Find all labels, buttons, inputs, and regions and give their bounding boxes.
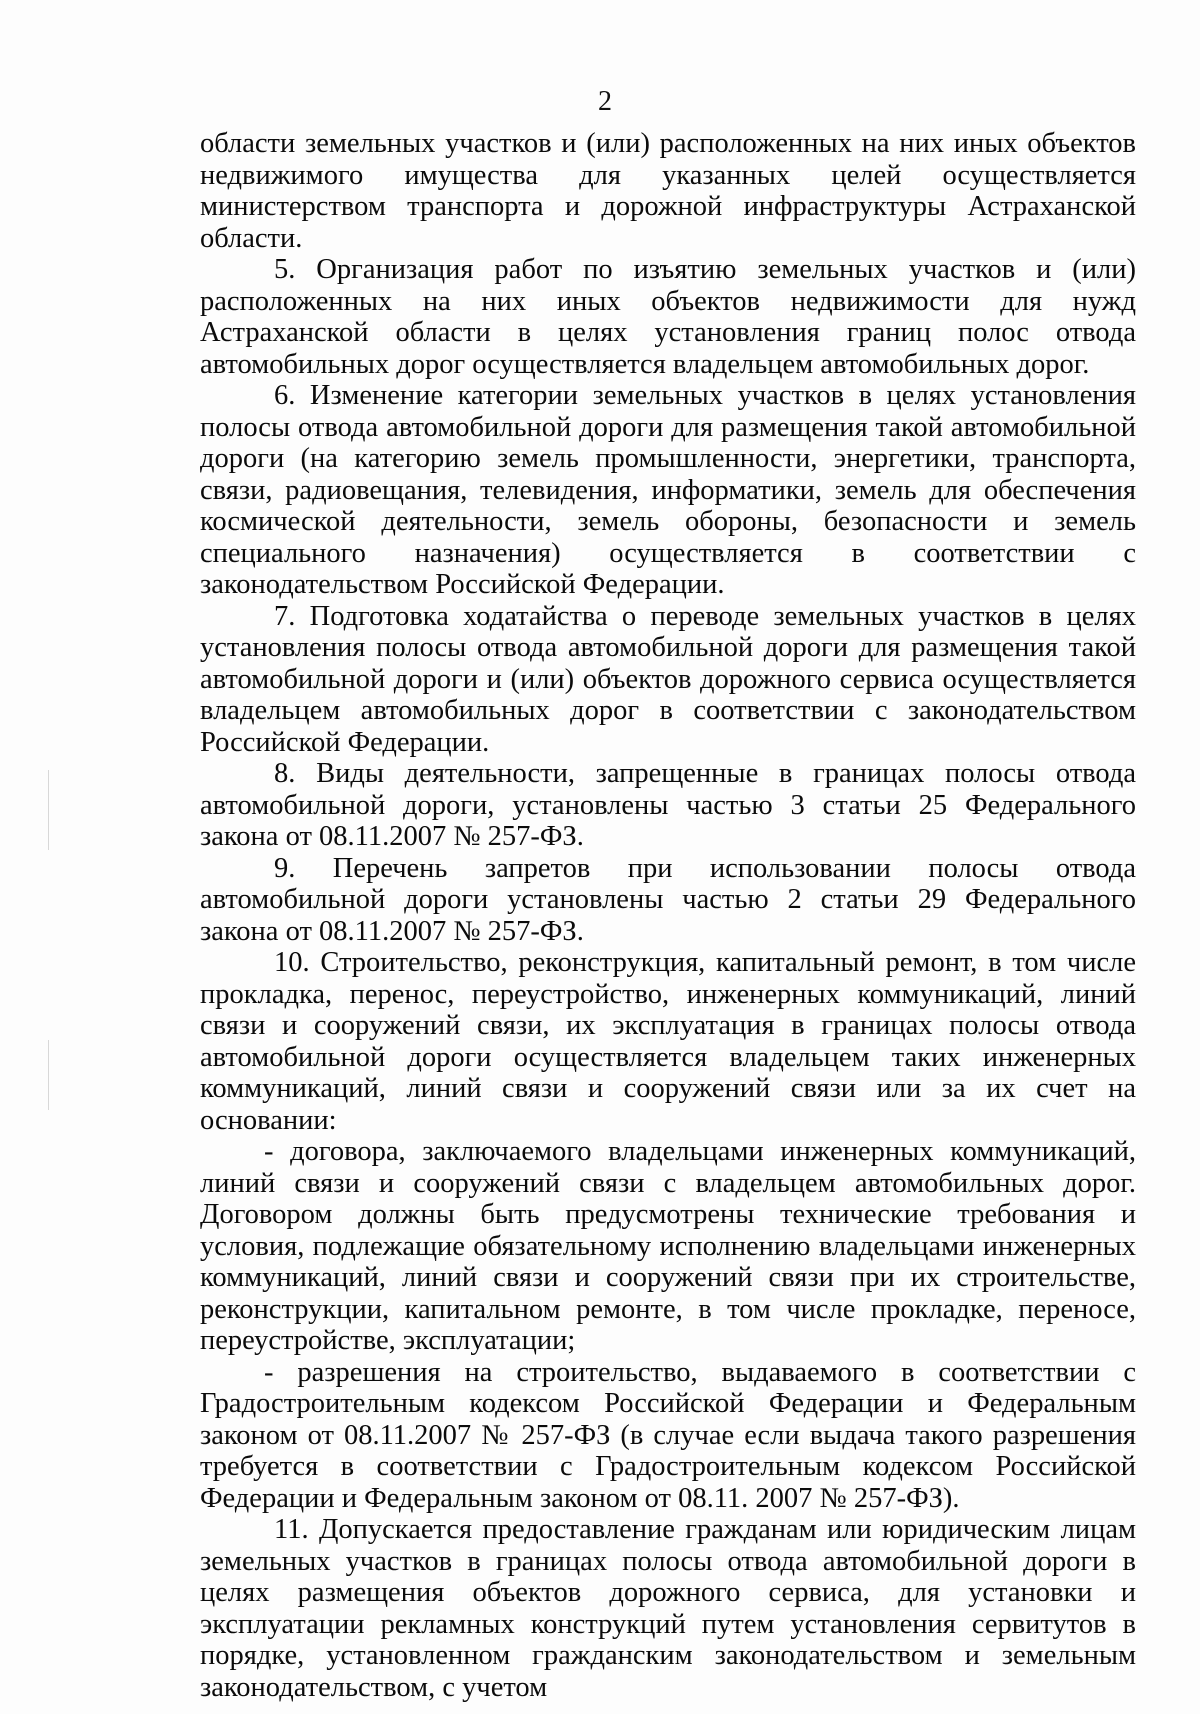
paragraph-5: 5. Организация работ по изъятию земельных участков и (или) расположенных на них иных объектов недвижимости для нужд Астраханской области в целях установления границ полос отвода автомобильных дорог осуществляется владельцем автомобильных дорог. [200,254,1136,380]
paragraph-7: 7. Подготовка ходатайства о переводе земельных участков в целях установления полосы отвода автомобильной дороги для размещения такой автомобильной дороги и (или) объектов дорожного сервиса осуществляется владельцем автомобильных дорог в соответствии с законодательством Российской Федерации. [200,600,1136,758]
paragraph-6: 6. Изменение категории земельных участков в целях установления полосы отвода автомобильной дороги для размещения такой автомобильной дороги (на категорию земель промышленности, энергетики, транспорта, связи, радиовещания, телевидения, информатики, земель для обеспечения космической деятельности, земель обороны, безопасности и земель специального назначения) осуществляется в соответствии с законодательством Российской Федерации. [200,380,1136,600]
paragraph-11: 11. Допускается предоставление гражданам или юридическим лицам земельных участков в границах полосы отвода автомобильной дороги в целях размещения объектов дорожного сервиса, для установки и эксплуатации рекламных конструкций путем установления сервитутов в порядке, установленном гражданским законодательством и земельным законодательством, с учетом [200,1514,1136,1703]
list-item-contract: - договора, заключаемого владельцами инженерных коммуникаций, линий связи и сооружений связи с владельцем автомобильных дорог. Договором должны быть предусмотрены технические требования и условия, подлежащие обязательному исполнению владельцами инженерных коммуникаций, линий связи и сооружений связи при их строительстве, реконструкции, капитальном ремонте, в том числе прокладке, переносе, переустройстве, эксплуатации; [200,1136,1136,1356]
paragraph-8: 8. Виды деятельности, запрещенные в границах полосы отвода автомобильной дороги, установлены частью 3 статьи 25 Федерального закона от 08.11.2007 № 257-ФЗ. [200,758,1136,852]
page-number: 2 [598,86,612,117]
paragraph-9: 9. Перечень запретов при использовании полосы отвода автомобильной дороги установлены частью 2 статьи 29 Федерального закона от 08.11.2007 № 257-ФЗ. [200,852,1136,947]
scan-margin-mark [48,770,49,850]
list-item-permit: - разрешения на строительство, выдаваемого в соответствии с Градостроительным кодексом Российской Федерации и Федеральным законом от 08.11.2007 № 257-ФЗ (в случае если выдача такого разрешения требуется в соответствии с Градостроительным кодексом Российской Федерации и Федеральным законом от 08.11. 2007 № 257-ФЗ). [200,1356,1136,1514]
paragraph-continuation: области земельных участков и (или) расположенных на них иных объектов недвижимого имущества для указанных целей осуществляется министерством транспорта и дорожной инфраструктуры Астраханской области. [200,128,1136,254]
document-body [200,128,1136,1703]
paragraph-10: 10. Строительство, реконструкция, капитальный ремонт, в том числе прокладка, перенос, переустройство, инженерных коммуникаций, линий связи и сооружений связи, их эксплуатация в границах полосы отвода автомобильной дороги осуществляется владельцем таких инженерных коммуникаций, линий связи и сооружений связи или за их счет на основании: [200,947,1136,1136]
scan-margin-mark [48,1040,49,1110]
